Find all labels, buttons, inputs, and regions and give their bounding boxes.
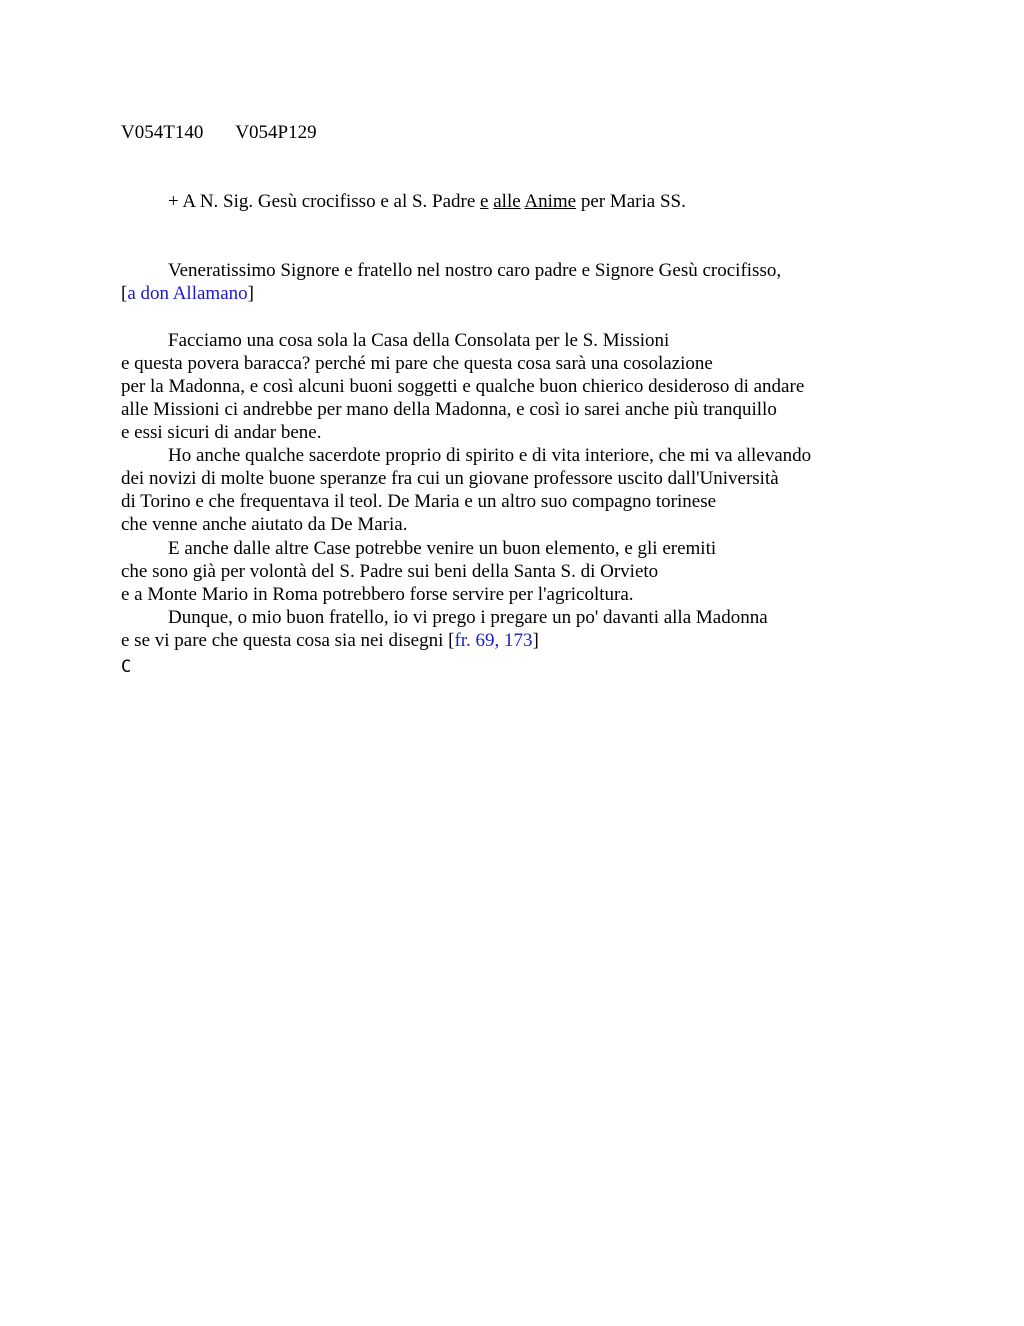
trailing-mark: C [121, 657, 132, 677]
body-line: di Torino e che frequentava il teol. De Maria e un altro suo compagno torinese [121, 491, 717, 512]
volume-page-code: V054P129 [235, 122, 317, 143]
body-line: E anche dalle altre Case potrebbe venire un buon elemento, e gli eremiti [168, 538, 717, 559]
underlined-word-anime: Anime [524, 191, 577, 212]
recipient-link[interactable]: a don Allamano [127, 283, 248, 304]
body-line-with-reference: e se vi pare che questa cosa sia nei disegni [fr. 69, 173] [121, 630, 539, 651]
body-line: e essi sicuri di andar bene. [121, 422, 322, 443]
underlined-word-e: e [480, 191, 489, 212]
body-line: che sono già per volontà del S. Padre sui beni della Santa S. di Orvieto [121, 561, 659, 582]
document-header [121, 121, 317, 144]
volume-text-code: V054T140 [121, 122, 204, 143]
underlined-word-alle: alle [493, 191, 521, 212]
body-line: Facciamo una cosa sola la Casa della Consolata per le S. Missioni [168, 330, 670, 351]
body-line: alle Missioni ci andrebbe per mano della Madonna, e così io sarei anche più tranquillo [121, 399, 777, 420]
body-line: e questa povera baracca? perché mi pare che questa cosa sarà una cosolazione [121, 353, 713, 374]
body-line: Ho anche qualche sacerdote proprio di spirito e di vita interiore, che mi va allevando [168, 445, 812, 466]
reference-link-fr-69[interactable]: fr. 69 [454, 630, 495, 651]
body-line: dei novizi di molte buone speranze fra cui un giovane professore uscito dall'Università [121, 468, 779, 489]
salutation-line: Veneratissimo Signore e fratello nel nostro caro padre e Signore Gesù crocifisso, [168, 260, 782, 281]
body-line: Dunque, o mio buon fratello, io vi prego i pregare un po' davanti alla Madonna [168, 607, 768, 628]
body-line: che venne anche aiutato da De Maria. [121, 514, 408, 535]
body-line: per la Madonna, e così alcuni buoni soggetti e qualche buon chierico desideroso di andare [121, 376, 805, 397]
dedication-line: + A N. Sig. Gesù crocifisso e al S. Padre e alle Anime per Maria SS. [168, 191, 686, 212]
body-line: e a Monte Mario in Roma potrebbero forse servire per l'agricoltura. [121, 584, 634, 605]
reference-link-173[interactable]: 173 [504, 630, 533, 651]
recipient-line: [a don Allamano] [121, 283, 254, 304]
